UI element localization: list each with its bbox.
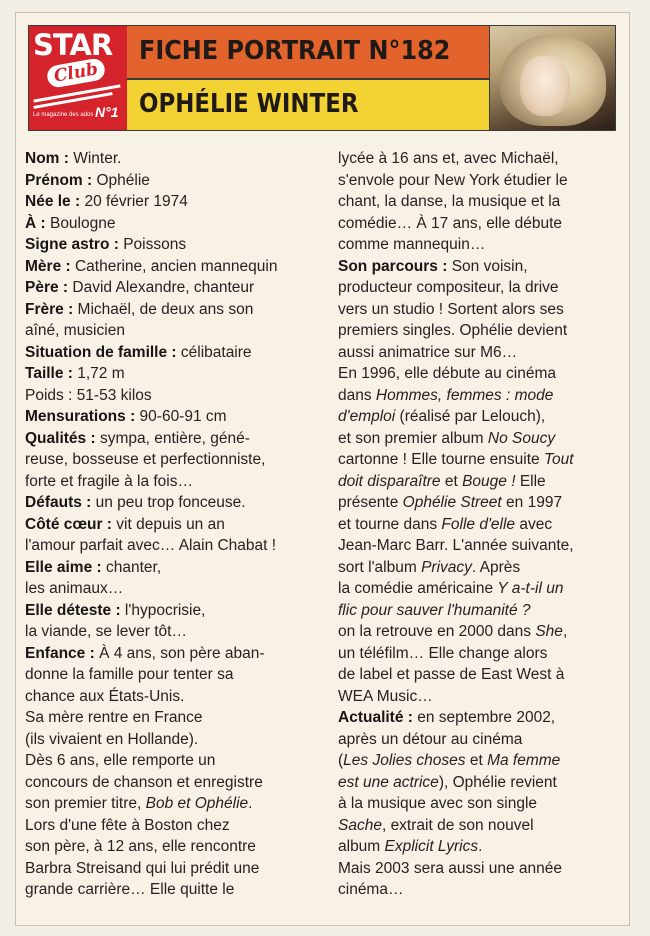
fact-line: la viande, se lever tôt… xyxy=(25,623,187,640)
text-run: . xyxy=(478,838,483,855)
body-line: donne la famille pour tenter sa xyxy=(25,666,234,683)
header-banner xyxy=(28,25,616,131)
fact-line xyxy=(25,406,277,428)
body-line: Jean-Marc Barr. L'année suivante, xyxy=(338,537,574,554)
logo-club-text: Club xyxy=(46,57,107,89)
star-club-logo xyxy=(29,26,127,130)
body-line xyxy=(338,621,574,643)
fact-line xyxy=(25,514,277,536)
film-title: She xyxy=(535,623,563,640)
body-line xyxy=(338,449,574,471)
fact-value: Ophélie xyxy=(92,171,150,189)
right-column xyxy=(338,148,574,901)
body-line xyxy=(25,793,277,815)
body-line: s'envole pour New York étudier le xyxy=(338,171,568,189)
film-title: Tout xyxy=(543,451,574,468)
body-line: lycée à 16 ans et, avec Michaël, xyxy=(338,150,559,167)
fact-label: Mensurations : xyxy=(25,408,136,425)
song-title: Bob et Ophélie xyxy=(145,795,249,812)
text-run: en 1997 xyxy=(501,494,563,511)
body-line: vers un studio ! Sortent alors ses xyxy=(338,300,564,318)
fact-label: Côté cœur : xyxy=(25,515,112,533)
film-title: Ma femme xyxy=(487,752,561,769)
text-run: cartonne ! Elle tourne ensuite xyxy=(338,451,544,468)
fact-label: Prénom : xyxy=(25,171,93,189)
left-column xyxy=(25,148,277,901)
fact-label: Son parcours : xyxy=(338,257,448,275)
portrait-photo xyxy=(489,26,616,130)
fact-label: Signe astro : xyxy=(25,236,119,253)
body-line: producteur compositeur, la drive xyxy=(338,279,559,296)
fact-line: forte et fragile à la fois… xyxy=(25,472,193,490)
fact-value: Poissons xyxy=(118,236,187,253)
song-title: Sache xyxy=(338,816,382,834)
fact-value: 20 février 1974 xyxy=(80,193,188,210)
text-run: et xyxy=(465,752,488,769)
text-run: . xyxy=(248,795,253,812)
subject-name: OPHÉLIE WINTER xyxy=(139,89,359,119)
album-title: Privacy xyxy=(421,558,472,576)
fact-value: Michaël, de deux ans son xyxy=(73,300,254,318)
body-line: après un détour au cinéma xyxy=(338,730,523,748)
fact-value: David Alexandre, chanteur xyxy=(68,279,255,296)
fact-value: 1,72 m xyxy=(72,365,125,382)
fact-label: Enfance : xyxy=(25,644,95,662)
fact-line xyxy=(25,299,277,321)
text-run: présente xyxy=(338,494,403,511)
show-title: Ophélie Street xyxy=(402,494,502,511)
fact-value: 90-60-91 cm xyxy=(135,408,227,425)
fact-line: Poids : 51-53 kilos xyxy=(25,386,152,404)
text-run: on la retrouve en 2000 dans xyxy=(338,623,536,640)
body-line xyxy=(338,578,574,600)
body-line: (ils vivaient en Hollande). xyxy=(25,730,199,748)
text-run: (réalisé par Lelouch), xyxy=(395,408,546,425)
text-run: et son premier album xyxy=(338,429,488,447)
fact-line: l'amour parfait avec… Alain Chabat ! xyxy=(25,537,277,554)
body-line: comme mannequin… xyxy=(338,236,486,253)
fact-line xyxy=(25,191,277,213)
logo-tagline: Le magazine des ados xyxy=(33,112,94,118)
fact-line xyxy=(25,170,277,192)
body-line: chant, la danse, la musique et la xyxy=(338,193,561,210)
fact-value: Catherine, ancien mannequin xyxy=(70,257,278,275)
text-run: avec xyxy=(515,515,553,533)
fact-line: reuse, bosseuse et perfectionniste, xyxy=(25,451,266,468)
body-line xyxy=(338,750,574,772)
fact-value: l'hypocrisie, xyxy=(120,601,206,619)
body-line xyxy=(338,428,574,450)
body-line: grande carrière… Elle quitte le xyxy=(25,881,235,898)
text-run: dans xyxy=(338,386,376,404)
film-title: est une actrice xyxy=(338,773,439,791)
fact-line xyxy=(25,363,277,385)
text-run: ), Ophélie revient xyxy=(438,773,557,791)
body-line xyxy=(338,471,574,493)
body-line: un téléfilm… Elle change alors xyxy=(338,644,548,662)
fact-line xyxy=(338,256,574,278)
text-run: album xyxy=(338,838,385,855)
body-line xyxy=(338,836,574,858)
fact-value: Winter. xyxy=(68,150,122,167)
body-line xyxy=(338,772,574,794)
fact-label: Elle déteste : xyxy=(25,601,121,619)
body-line xyxy=(338,492,574,514)
fact-line xyxy=(25,492,277,514)
fact-value: célibataire xyxy=(176,343,252,361)
film-title: Les Jolies choses xyxy=(343,752,466,769)
fact-label: Situation de famille : xyxy=(25,343,177,361)
fact-value: Son voisin, xyxy=(447,257,528,275)
text-run: la comédie américaine xyxy=(338,580,498,597)
fact-label: Nom : xyxy=(25,150,69,167)
fact-value: un peu trop fonceuse. xyxy=(91,494,246,511)
fact-line xyxy=(25,643,277,665)
film-title: Y a-t-il un xyxy=(497,580,564,597)
fact-line: les animaux… xyxy=(25,580,124,597)
film-title: Folle d'elle xyxy=(441,515,516,533)
body-line xyxy=(338,385,574,407)
fact-line xyxy=(25,557,277,579)
album-title: No Soucy xyxy=(487,429,556,447)
body-line: Barbra Streisand qui lui prédit une xyxy=(25,859,260,877)
body-line: de label et passe de East West à xyxy=(338,666,565,683)
body-line xyxy=(338,406,574,428)
fact-line xyxy=(25,148,277,170)
text-run: sort l'album xyxy=(338,558,422,576)
fact-value: vit depuis un an xyxy=(111,515,225,533)
body-line xyxy=(338,815,574,837)
fact-label: Père : xyxy=(25,279,69,296)
fact-label: À : xyxy=(25,214,46,232)
title-bar xyxy=(127,26,489,80)
film-title: flic pour sauver l'humanité ? xyxy=(338,601,531,619)
body-line: Sa mère rentre en France xyxy=(25,709,203,726)
logo-number: N°1 xyxy=(95,104,119,120)
fact-line xyxy=(25,256,277,278)
fact-label: Née le : xyxy=(25,193,81,210)
fact-line xyxy=(25,234,277,256)
fact-label: Défauts : xyxy=(25,494,92,511)
body-line xyxy=(338,557,574,579)
text-run: , extrait de son nouvel xyxy=(381,816,534,834)
fact-value: chanter, xyxy=(101,558,162,576)
film-title: Hommes, femmes : mode xyxy=(375,386,554,404)
text-run: son premier titre, xyxy=(25,795,146,812)
film-title: d'emploi xyxy=(338,408,396,425)
body-line: WEA Music… xyxy=(338,687,433,705)
fact-label: Taille : xyxy=(25,365,73,382)
body-line: Dès 6 ans, elle remporte un xyxy=(25,752,216,769)
fact-label: Qualités : xyxy=(25,429,96,447)
fact-line xyxy=(25,277,277,299)
film-title: Bouge ! xyxy=(462,472,516,490)
body-line: comédie… À 17 ans, elle débute xyxy=(338,214,563,232)
body-line: cinéma… xyxy=(338,881,404,898)
fact-line xyxy=(25,428,277,450)
fact-label: Elle aime : xyxy=(25,558,102,576)
body-line: premiers singles. Ophélie devient xyxy=(338,322,568,339)
text-run: . Après xyxy=(471,558,521,576)
body-line: En 1996, elle débute au cinéma xyxy=(338,365,557,382)
fact-value: Boulogne xyxy=(45,214,116,232)
text-run: et tourne dans xyxy=(338,515,442,533)
fact-value: en septembre 2002, xyxy=(412,709,556,726)
page-title: FICHE PORTRAIT N°182 xyxy=(139,36,451,66)
film-title: doit disparaître xyxy=(338,472,441,490)
photo-face xyxy=(520,56,570,116)
fact-line xyxy=(25,342,277,364)
name-bar xyxy=(127,80,489,130)
body-line: chance aux États-Unis. xyxy=(25,687,185,705)
fact-line xyxy=(25,600,277,622)
fact-value: À 4 ans, son père aban- xyxy=(94,644,265,662)
text-run: et xyxy=(440,472,463,490)
fact-label: Mère : xyxy=(25,257,71,275)
fact-label: Frère : xyxy=(25,300,74,318)
body-line xyxy=(338,514,574,536)
fact-line xyxy=(25,213,277,235)
body-line: à la musique avec son single xyxy=(338,795,538,812)
fact-line: aîné, musicien xyxy=(25,322,125,339)
text-run: ( xyxy=(338,752,344,769)
body-line: aussi animatrice sur M6… xyxy=(338,343,518,361)
album-title: Explicit Lyrics xyxy=(384,838,479,855)
body-line: Mais 2003 sera aussi une année xyxy=(338,859,563,877)
fact-line xyxy=(338,707,574,729)
fact-value: sympa, entière, géné- xyxy=(95,429,250,447)
fact-label: Actualité : xyxy=(338,709,413,726)
body-line: son père, à 12 ans, elle rencontre xyxy=(25,838,256,855)
logo-star-text: STAR xyxy=(33,28,113,62)
text-run: , xyxy=(562,623,568,640)
body-line: concours de chanson et enregistre xyxy=(25,773,263,791)
body-line: Lors d'une fête à Boston chez xyxy=(25,816,230,834)
text-run: Elle xyxy=(515,472,546,490)
